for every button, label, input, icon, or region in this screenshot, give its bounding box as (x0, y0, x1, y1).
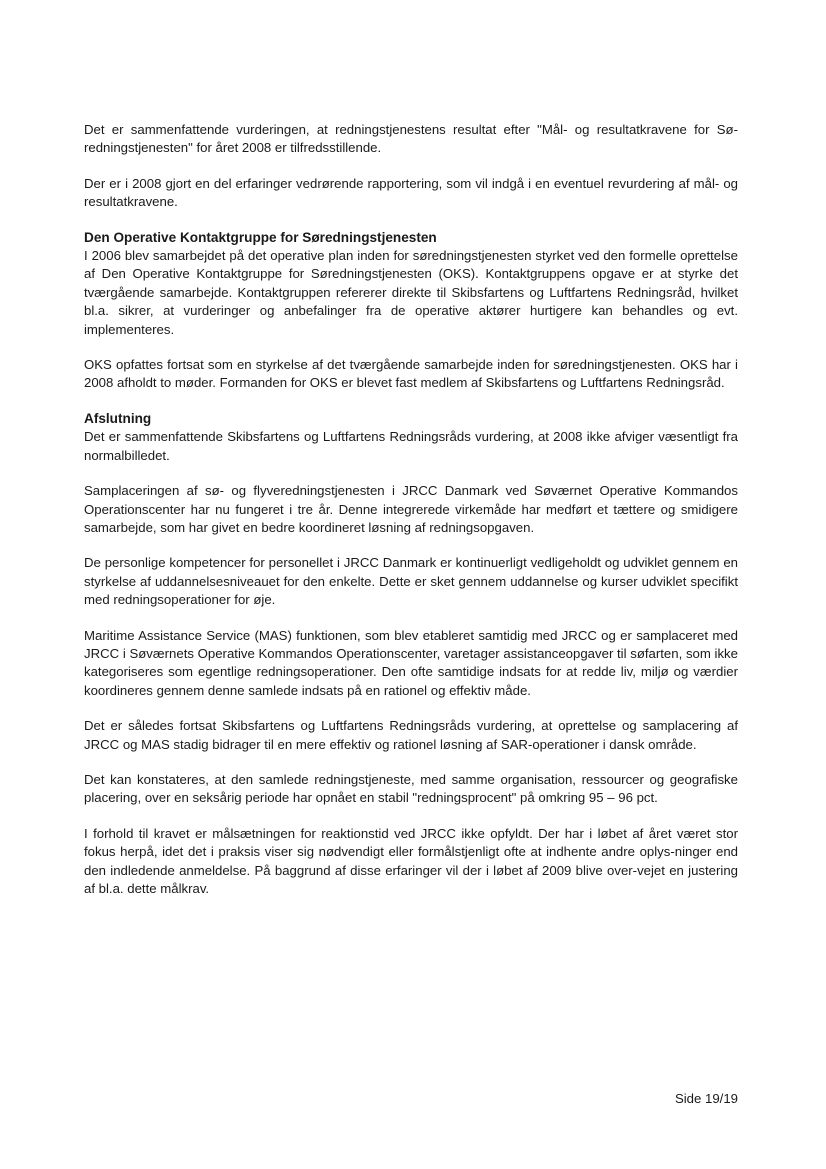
intro-paragraph-1: Det er sammenfattende vurderingen, at redningstjenestens resultat efter "Mål- og resultatkravene for Sø-redningstjenesten" for året 2008 er tilfredsstillende. (84, 122, 738, 156)
afslutning-paragraph-5: Det er således fortsat Skibsfartens og Luftfartens Redningsråds vurdering, at oprettelse og samplacering af JRCC og MAS stadig bidrager til en mere effektiv og rationel løsning af SAR-operationer i dansk område. (84, 718, 738, 752)
afslutning-paragraph-1: Det er sammenfattende Skibsfartens og Luftfartens Redningsråds vurdering, at 2008 ikke afviger væsentligt fra normalbilledet. (84, 429, 738, 463)
afslutning-paragraph-2: Samplaceringen af sø- og flyveredningstjenesten i JRCC Danmark ved Søværnet Operative Kommandos Operationscenter har nu fungeret i tre år. Denne integrerede virkemåde har medført et tættere og smidigere samarbejde, som har givet en bedre koordineret løsning af redningsopgaven. (84, 483, 738, 535)
oks-paragraph-1: I 2006 blev samarbejdet på det operative plan inden for søredningstjenesten styrket ved den formelle oprettelse af Den Operative Kontaktgruppe for Søredningstjenesten (OKS). Kontaktgruppens opgave er at styrke det tværgående samarbejde. Kontaktgruppen refererer direkte til Skibsfartens og Luftfartens Redningsråd, hvilket bl.a. sikrer, at vurderinger og anbefalinger fra de operative aktører hurtigere kan behandles og evt. implementeres. (84, 248, 738, 337)
page-number: Side 19/19 (674, 1091, 738, 1106)
afslutning-paragraph-6: Det kan konstateres, at den samlede redningstjeneste, med samme organisation, ressourcer og geografiske placering, over en seksårig periode har opnået en stabil "redningsprocent" på omkring 95 – 96 pct. (84, 771, 738, 806)
oks-paragraph-2: OKS opfattes fortsat som en styrkelse af det tværgående samarbejde inden for søredningstjenesten. OKS har i 2008 afholdt to møder. Formanden for OKS er blevet fast medlem af Skibsfartens og Luftfartens Redningsråd. (84, 357, 738, 391)
section-heading-afslutning: Afslutning (84, 410, 152, 426)
section-heading-oks: Den Operative Kontaktgruppe for Søredningstjenesten (84, 229, 437, 245)
afslutning-paragraph-3: De personlige kompetencer for personellet i JRCC Danmark er kontinuerligt vedligeholdt og udviklet gennem en styrkelse af uddannelsesniveauet for den enkelte. Dette er sket gennem uddannelse og kurser udviklet specifikt med redningsoperationer for øje. (84, 555, 738, 608)
afslutning-paragraph-4: Maritime Assistance Service (MAS) funktionen, som blev etableret samtidig med JRCC og er samplaceret med JRCC i Søværnets Operative Kommandos Operationscenter, varetager assistanceopgaver til søfarten, som ikke kategoriseres som egentlige redningsoperationer. Den ofte samtidige indsats for at redde liv, miljø og værdier koordineres gennem denne samlede indsats på en rationel og effektiv måde. (84, 627, 738, 698)
afslutning-paragraph-7: I forhold til kravet er målsætningen for reaktionstid ved JRCC ikke opfyldt. Der har i løbet af året været stor fokus herpå, idet det i praksis viser sig nødvendigt eller formålstjenligt ofte at indhente andre oplys-ninger end den indledende anmeldelse. På baggrund af disse erfaringer vil der i løbet af 2009 blive over-vejet en justering af bl.a. dette målkrav. (84, 825, 738, 896)
intro-paragraph-2: Der er i 2008 gjort en del erfaringer vedrørende rapportering, som vil indgå i en eventuel revurdering af mål- og resultatkravene. (84, 175, 738, 210)
